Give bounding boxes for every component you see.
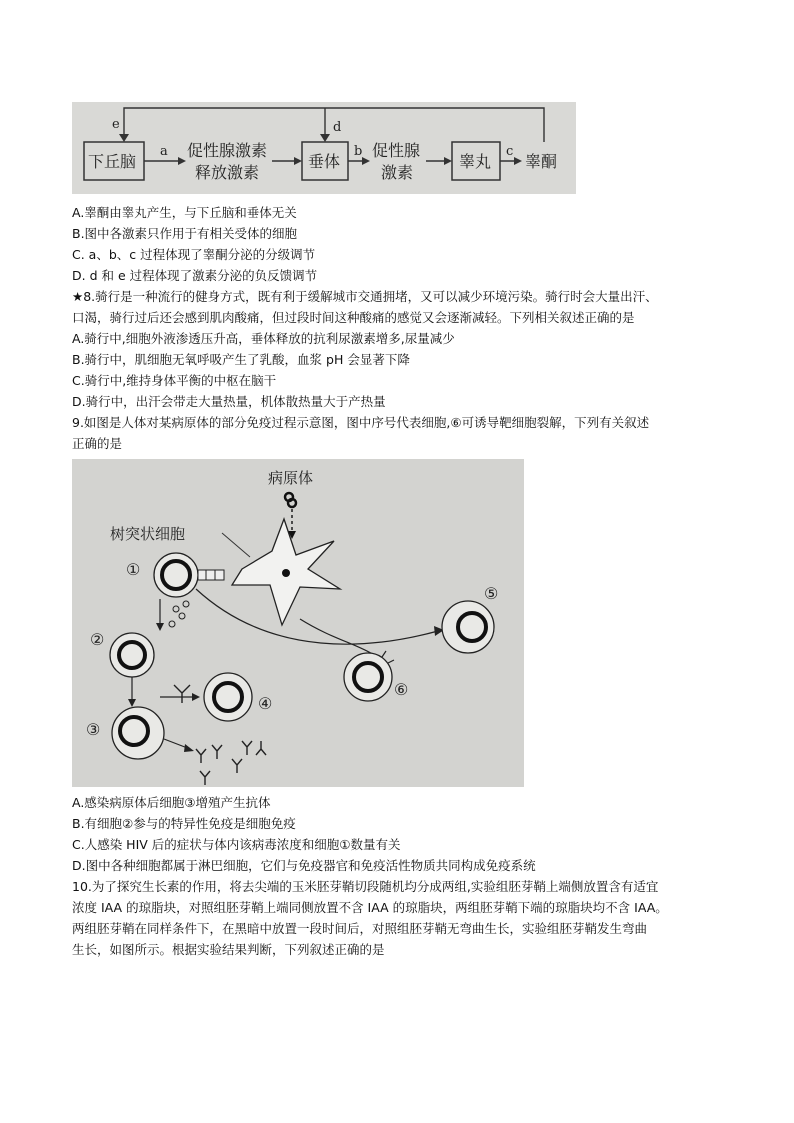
q8-option-a: A.骑行中,细胞外液渗透压升高，垂体释放的抗利尿激素增多,尿量减少: [72, 331, 455, 346]
hormone-diagram-svg: [72, 102, 576, 194]
q8-stem-line1: ★8.骑行是一种流行的健身方式，既有利于缓解城市交通拥堵，又可以减少环境污染。骑行时会大量出汗、: [72, 289, 658, 304]
cell-1-label: ①: [126, 560, 141, 579]
q7-option-b: B.图中各激素只作用于有相关受体的细胞: [72, 226, 298, 241]
label-a: a: [160, 144, 168, 159]
hormone-regulation-diagram: [72, 102, 576, 194]
q7-option-a: A.睾酮由睾丸产生，与下丘脑和垂体无关: [72, 205, 297, 220]
label-b: b: [354, 144, 363, 159]
testis-label: 睾丸: [459, 152, 492, 171]
cell-4-label: ④: [258, 694, 273, 713]
q10-line2: 浓度 IAA 的琼脂块，对照组胚芽鞘上端同侧放置不含 IAA 的琼脂块，两组胚芽鞘下端的琼脂块均不含 IAA。: [72, 900, 668, 915]
q8-option-b: B.骑行中，肌细胞无氧呼吸产生了乳酸，血浆 pH 会显著下降: [72, 352, 410, 367]
arrowhead-2: [156, 623, 164, 631]
pathogen-particle: [288, 499, 296, 507]
q9-option-c: C.人感染 HIV 后的症状与体内该病毒浓度和细胞①数量有关: [72, 837, 401, 852]
label-e: e: [112, 117, 120, 132]
arrowhead-a: [178, 157, 186, 165]
q7-option-d: D. d 和 e 过程体现了激素分泌的负反馈调节: [72, 268, 318, 283]
arrowhead-b: [362, 157, 370, 165]
cell-5-label: ⑤: [484, 584, 499, 603]
arrowhead-e: [119, 134, 129, 142]
cytokine: [173, 606, 179, 612]
q10-line1: 10.为了探究生长素的作用，将去尖端的玉米胚芽鞘切段随机均分成两组,实验组胚芽鞘上端侧放置含有适宜: [72, 879, 659, 894]
grh-line1: 促性腺激素: [187, 141, 268, 160]
cell-receptor-complex: [198, 570, 224, 580]
cell-2-label: ②: [90, 630, 105, 649]
arrowhead-c: [514, 157, 522, 165]
dendritic-pointer: [222, 533, 250, 557]
arrow-dc-to-6: [300, 619, 374, 655]
antibody: [196, 749, 206, 763]
cell-2: [110, 633, 154, 677]
cell-6-label: ⑥: [394, 680, 409, 699]
arrow-1-to-5: [196, 589, 438, 644]
arrowhead-4: [192, 693, 200, 701]
antibody: [242, 741, 252, 755]
q9-stem-line2: 正确的是: [72, 436, 123, 451]
dendritic-nucleus: [282, 569, 290, 577]
label-c: c: [506, 144, 514, 159]
q9-option-d: D.图中各种细胞都属于淋巴细胞，它们与免疫器官和免疫活性物质共同构成免疫系统: [72, 858, 536, 873]
cell-6: [344, 653, 392, 701]
q8-option-c: C.骑行中,维持身体平衡的中枢在脑干: [72, 373, 277, 388]
immune-diagram-svg: [72, 459, 524, 787]
q7-option-c: C. a、b、c 过程体现了睾酮分泌的分级调节: [72, 247, 316, 262]
q10-line3: 两组胚芽鞘在同样条件下，在黑暗中放置一段时间后，对照组胚芽鞘无弯曲生长，实验组胚芽鞘发生弯曲: [72, 921, 648, 936]
cytokine: [179, 613, 185, 619]
q9-stem-line1: 9.如图是人体对某病原体的部分免疫过程示意图，图中序号代表细胞,⑥可诱导靶细胞裂解，下列有关叙述: [72, 415, 650, 430]
antibody: [200, 771, 210, 785]
dendritic-label: 树突状细胞: [110, 525, 186, 543]
q8-option-d: D.骑行中，出汗会带走大量热量，机体散热量大于产热量: [72, 394, 386, 409]
pathogen-label: 病原体: [268, 469, 314, 487]
q9-option-a: A.感染病原体后细胞③增殖产生抗体: [72, 795, 271, 810]
antibody: [212, 745, 222, 759]
hypothalamus-label: 下丘脑: [88, 152, 137, 171]
arrowhead-grh: [294, 157, 302, 165]
antibody: [256, 741, 266, 755]
pituitary-label: 垂体: [308, 152, 341, 171]
arrowhead-3: [128, 699, 136, 707]
q8-stem-line2: 口渴，骑行过后还会感到肌肉酸痛，但过段时间这种酸痛的感觉又会逐渐减轻。下列相关叙述正确的是: [72, 310, 635, 325]
label-d: d: [333, 120, 342, 135]
cytokine: [183, 601, 189, 607]
antibodies-group: [196, 741, 266, 785]
arrowhead-antibodies: [184, 744, 194, 752]
immune-process-diagram: [72, 459, 524, 787]
arrowhead-gh: [444, 157, 452, 165]
arrowhead-d: [320, 134, 330, 142]
grh-line2: 释放激素: [195, 163, 260, 182]
antibody: [232, 759, 242, 773]
q9-option-b: B.有细胞②参与的特异性免疫是细胞免疫: [72, 816, 296, 831]
testosterone-label: 睾酮: [525, 152, 558, 171]
gh-line1: 促性腺: [372, 141, 421, 160]
q10-line4: 生长，如图所示。根据实验结果判断，下列叙述正确的是: [72, 942, 385, 957]
antibody-icon: [174, 685, 190, 703]
cytokine: [169, 621, 175, 627]
cell-4: [204, 673, 252, 721]
cell-3-label: ③: [86, 720, 101, 739]
gh-line2: 激素: [381, 163, 414, 182]
